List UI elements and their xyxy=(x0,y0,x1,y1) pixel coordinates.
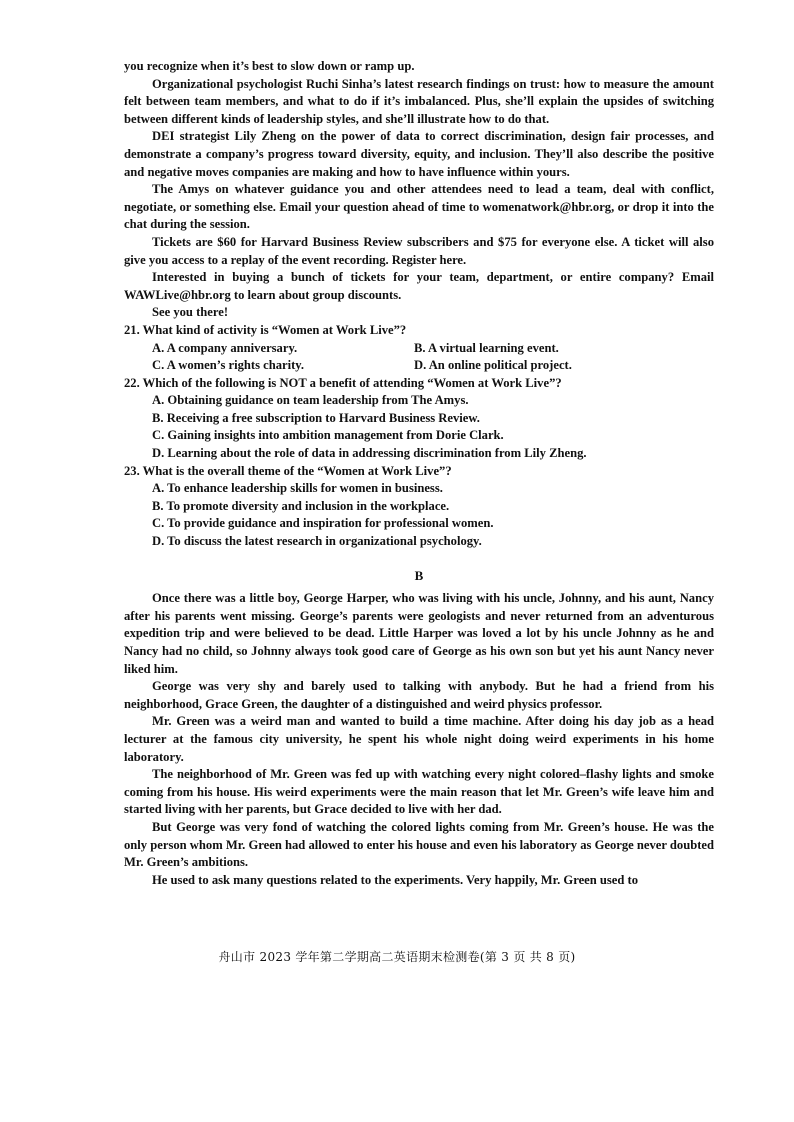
passage-b-paragraph: He used to ask many questions related to the experiments. Very happily, Mr. Green used to xyxy=(152,872,639,887)
question-options xyxy=(124,392,714,462)
exam-page xyxy=(124,58,714,889)
passage-a-paragraph: See you there! xyxy=(152,305,229,320)
passage-b-paragraph: But George was very fond of watching the colored lights coming from Mr. Green’s house. He was the only person whom Mr. Green had allowed to enter his house and even his laboratory as George never doubted Mr. Green’s ambitions. xyxy=(124,819,714,870)
passage-a-paragraph: The Amys on whatever guidance you and other attendees need to lead a team, deal with conflict, negotiate, or something else. Email your question ahead of time to womenatwork@hbr.org, or drop it into the chat during the session. xyxy=(124,182,714,232)
option-a: A. A company anniversary. xyxy=(152,340,298,355)
question-22 xyxy=(124,375,714,463)
page-footer: 舟山市 2023 学年第二学期高二英语期末检测卷(第 3 页 共 8 页) xyxy=(218,950,576,964)
section-heading: B xyxy=(414,567,424,583)
passage-a-paragraph: DEI strategist Lily Zheng on the power of data to correct discrimination, design fair processes, and demonstrate a company’s progress toward diversity, equity, and inclusion. They’ll also describe the positive and negative moves companies are making and how to have influence within yours. xyxy=(124,129,714,179)
question-stem: 21. What kind of activity is “Women at Work Live”? xyxy=(124,322,407,337)
option-c: C. A women’s rights charity. xyxy=(152,358,305,373)
option-c: C. Gaining insights into ambition management from Dorie Clark. xyxy=(152,428,504,443)
option-b: B. Receiving a free subscription to Harvard Business Review. xyxy=(152,410,480,425)
passage-a xyxy=(124,58,714,322)
question-options xyxy=(124,340,714,375)
question-stem: 22. Which of the following is NOT a benefit of attending “Women at Work Live”? xyxy=(124,375,562,390)
question-21 xyxy=(124,322,714,375)
option-d: D. To discuss the latest research in organizational psychology. xyxy=(152,534,482,549)
passage-a-paragraph: Organizational psychologist Ruchi Sinha’s latest research findings on trust: how to measure the amount felt between team members, and what to do if it’s imbalanced. Plus, she’ll explain the upsides of switching between different kinds of leadership styles, and she’ll illustrate how to do that. xyxy=(124,76,714,126)
passage-a-paragraph: Tickets are $60 for Harvard Business Review subscribers and $75 for everyone else. A ticket will also give you access to a replay of the event recording. Register here. xyxy=(124,234,714,267)
passage-b xyxy=(124,590,714,889)
passage-a-paragraph: you recognize when it’s best to slow down or ramp up. xyxy=(124,59,415,73)
passage-b-paragraph: Mr. Green was a weird man and wanted to build a time machine. After doing his day job as a head lecturer at the famous city university, he spent his whole night doing weird experiments in his home laboratory. xyxy=(124,714,714,764)
option-d: D. An online political project. xyxy=(414,358,572,373)
option-b: B. A virtual learning event. xyxy=(414,340,559,355)
passage-b-paragraph: George was very shy and barely used to talking with anybody. But he had a friend from his neighborhood, Grace Green, the daughter of a distinguished and weird physics professor. xyxy=(124,679,714,711)
passage-b-paragraph: Once there was a little boy, George Harper, who was living with his uncle, Johnny, and his aunt, Nancy after his parents went missing. George’s parents were geologists and never returned from an adventurous expedition trip and were believed to be dead. Little Harper was loved a lot by his uncle Johnny as he and Nancy had no child, so Johnny always took good care of George as his own son but yet his aunt Nancy never liked him. xyxy=(124,591,714,676)
option-a: A. To enhance leadership skills for women in business. xyxy=(152,481,443,496)
option-d: D. Learning about the role of data in addressing discrimination from Lily Zheng. xyxy=(152,446,587,461)
question-stem: 23. What is the overall theme of the “Women at Work Live”? xyxy=(124,463,452,478)
option-a: A. Obtaining guidance on team leadership from The Amys. xyxy=(152,393,469,408)
question-23 xyxy=(124,463,714,551)
question-options xyxy=(124,480,714,550)
option-b: B. To promote diversity and inclusion in the workplace. xyxy=(152,498,450,513)
passage-a-paragraph: Interested in buying a bunch of tickets for your team, department, or entire company? Email WAWLive@hbr.org to learn about group discounts. xyxy=(124,270,714,302)
passage-b-paragraph: The neighborhood of Mr. Green was fed up with watching every night colored–flashy lights and smoke coming from his house. His weird experiments were the main reason that let Mr. Green’s wife leave him and started living with her parents, but Grace decided to live with her dad. xyxy=(124,767,714,817)
option-c: C. To provide guidance and inspiration for professional women. xyxy=(152,516,494,531)
